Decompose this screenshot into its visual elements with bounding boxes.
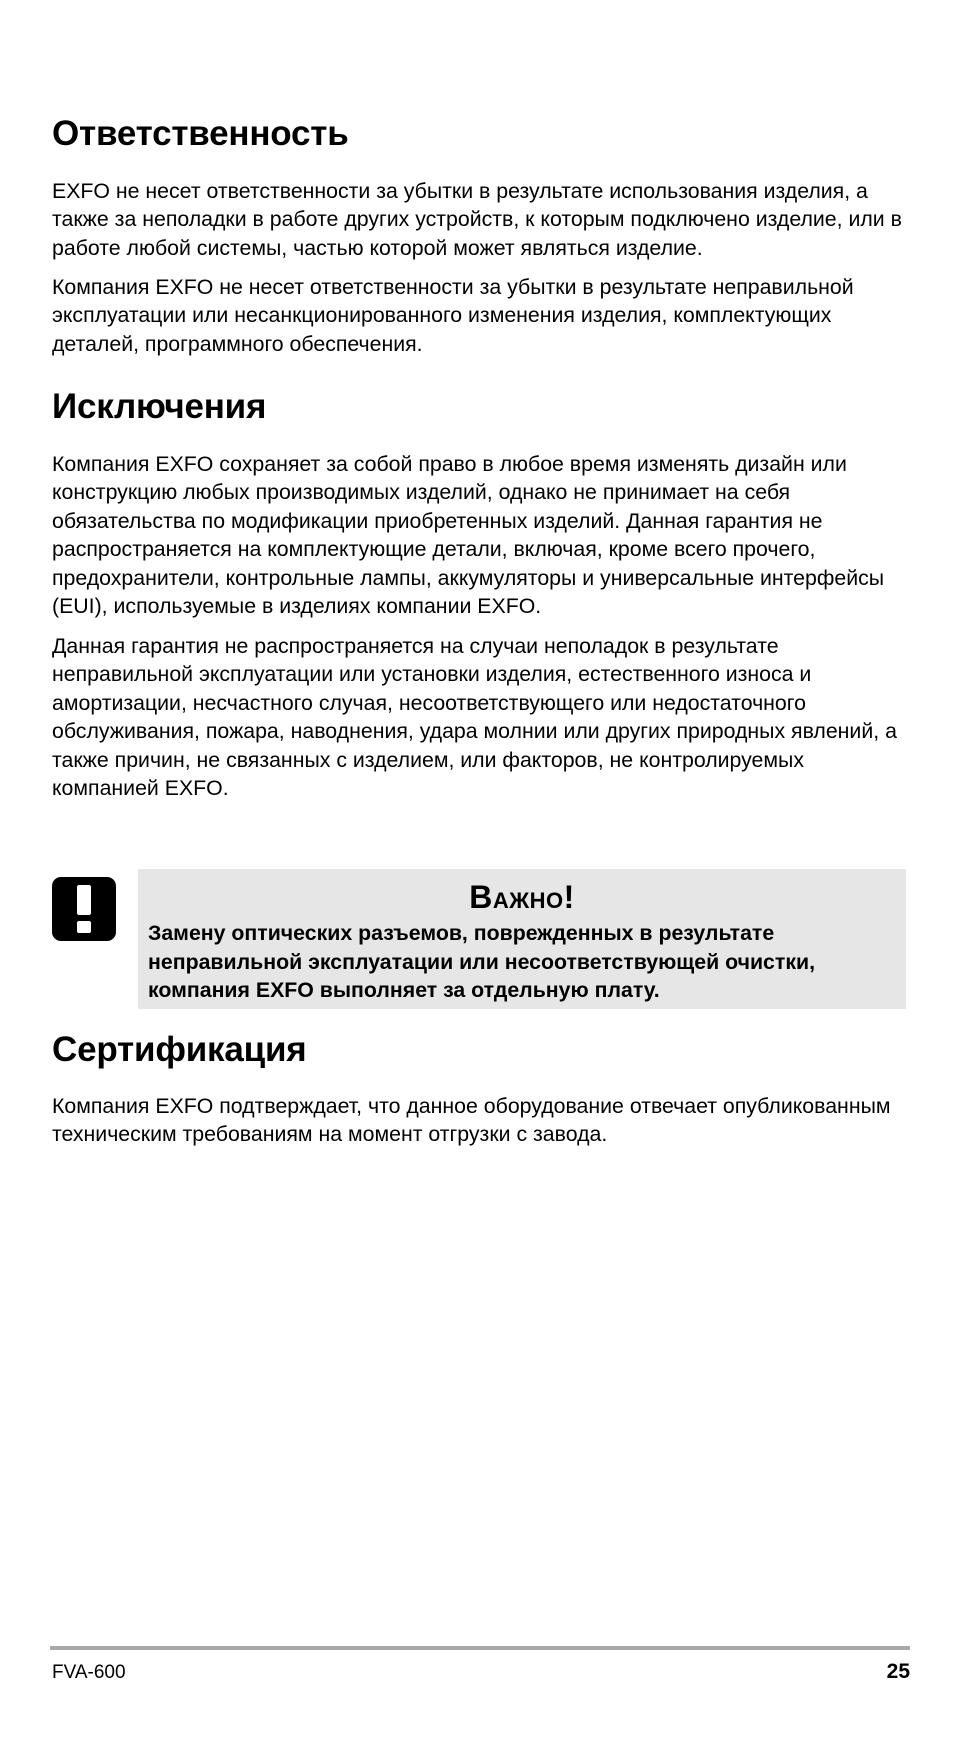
paragraph-liability-1: EXFO не несет ответственности за убытки в результате использования изделия, а также за неполадки в работе других устройств, к которым подключено изделие, или в работе любой системы, частью которой может являться изделие. <box>52 179 902 260</box>
heading-liability: Ответственность <box>52 114 349 153</box>
footer-product-name: FVA-600 <box>52 1662 126 1683</box>
important-notice-text: Замену оптических разъемов, поврежденных в результате неправильной эксплуатации или несоответствующей очистки, компания EXFO выполняет за отдельную плату. <box>148 921 815 1003</box>
paragraph-liability-2: Компания EXFO не несет ответственности за убытки в результате неправильной эксплуатации или несанкционированного изменения изделия, комплектующих деталей, программного обеспечения. <box>52 275 854 356</box>
exclamation-bar <box>77 885 91 915</box>
exclamation-dot <box>77 921 91 933</box>
important-notice-title: Важно! <box>469 879 575 915</box>
heading-certification: Сертификация <box>52 1030 307 1069</box>
important-exclamation-icon <box>52 877 116 941</box>
paragraph-certification: Компания EXFO подтверждает, что данное оборудование отвечает опубликованным техническим требованиям на момент отгрузки с завода. <box>52 1094 891 1147</box>
paragraph-exclusions-1: Компания EXFO сохраняет за собой право в любое время изменять дизайн или конструкцию любых производимых изделий, однако не принимает на себя обязательства по модификации приобретенных изделий. Данная гарантия не распространяется на комплектующие детали, включая, кроме всего прочего, предохранители, контрольные лампы, аккумуляторы и универсальные интерфейсы (EUI), используемые в изделиях компании EXFO. <box>52 452 885 619</box>
paragraph-exclusions-2: Данная гарантия не распространяется на случаи неполадок в результате неправильной эксплуатации или установки изделия, естественного износа и амортизации, несчастного случая, несоответствующего или недостаточного обслуживания, пожара, наводнения, удара молнии или других природных явлений, а также причин, не связанных с изделием, или факторов, не контролируемых компанией EXFO. <box>52 634 897 801</box>
heading-exclusions: Исключения <box>52 387 267 426</box>
footer-divider <box>50 1646 910 1650</box>
important-notice-box <box>138 869 906 1009</box>
footer-page-number: 25 <box>886 1660 910 1683</box>
